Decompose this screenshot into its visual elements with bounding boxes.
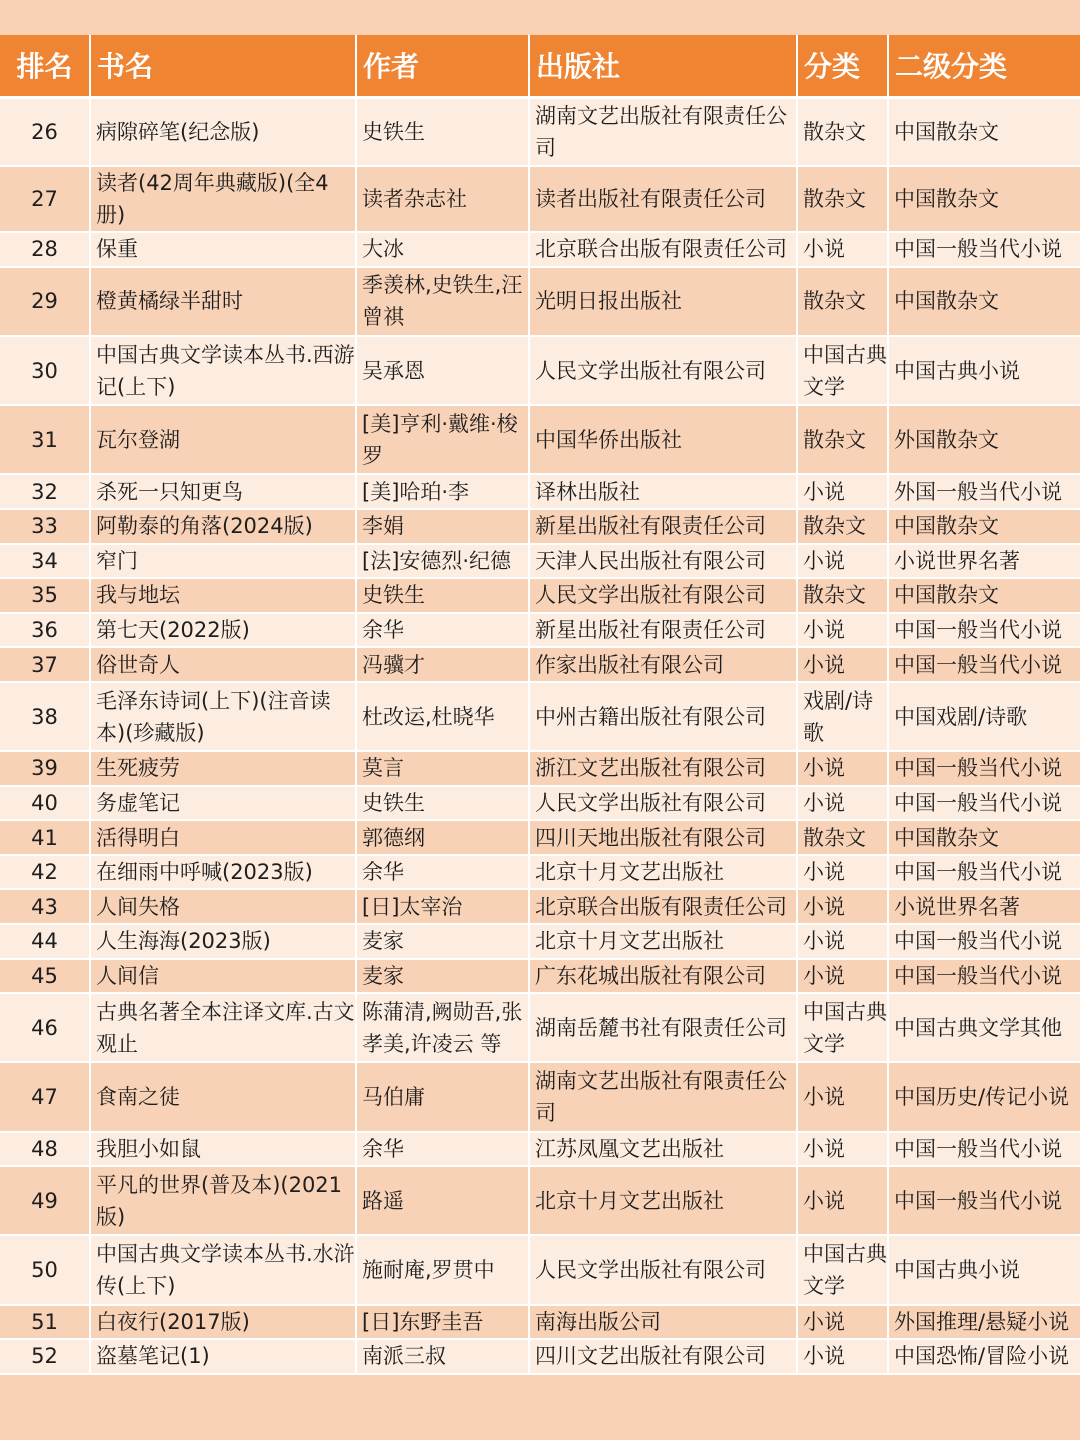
category-cell: 小说 — [797, 544, 888, 579]
table-row[interactable] — [0, 613, 1080, 648]
author-cell: 余华 — [356, 613, 529, 648]
publisher-cell: 北京十月文艺出版社 — [529, 924, 797, 959]
category-cell: 散杂文 — [797, 578, 888, 613]
table-row[interactable] — [0, 336, 1080, 405]
author-cell: [美]亨利·戴维·梭罗 — [356, 405, 529, 474]
category-cell: 散杂文 — [797, 267, 888, 336]
table-row[interactable] — [0, 1339, 1080, 1374]
category-cell: 小说 — [797, 474, 888, 509]
subcategory-cell: 中国一般当代小说 — [888, 924, 1080, 959]
title-cell: 生死疲劳 — [90, 751, 356, 786]
subcategory-cell: 中国散杂文 — [888, 578, 1080, 613]
title-cell: 第七天(2022版) — [90, 613, 356, 648]
publisher-cell: 译林出版社 — [529, 474, 797, 509]
rank-cell: 42 — [0, 855, 90, 890]
publisher-cell: 南海出版公司 — [529, 1305, 797, 1340]
subcategory-cell: 中国散杂文 — [888, 820, 1080, 855]
subcategory-cell: 中国散杂文 — [888, 509, 1080, 544]
category-cell: 小说 — [797, 1305, 888, 1340]
publisher-cell: 北京十月文艺出版社 — [529, 855, 797, 890]
title-cell: 人间信 — [90, 959, 356, 994]
publisher-cell: 中国华侨出版社 — [529, 405, 797, 474]
category-cell: 小说 — [797, 889, 888, 924]
rank-cell: 26 — [0, 97, 90, 166]
author-cell: 莫言 — [356, 751, 529, 786]
publisher-cell: 北京联合出版有限责任公司 — [529, 232, 797, 267]
table-row[interactable] — [0, 1166, 1080, 1235]
title-cell: 杀死一只知更鸟 — [90, 474, 356, 509]
subcategory-cell: 中国戏剧/诗歌 — [888, 682, 1080, 751]
rank-cell: 48 — [0, 1132, 90, 1167]
publisher-cell: 读者出版社有限责任公司 — [529, 166, 797, 232]
rank-cell: 37 — [0, 647, 90, 682]
table-row[interactable] — [0, 786, 1080, 821]
title-cell: 瓦尔登湖 — [90, 405, 356, 474]
table-row[interactable] — [0, 682, 1080, 751]
header-rank[interactable]: 排名 — [0, 35, 90, 97]
subcategory-cell: 小说世界名著 — [888, 544, 1080, 579]
header-subcategory[interactable]: 二级分类 — [888, 35, 1080, 97]
category-cell: 小说 — [797, 1166, 888, 1235]
subcategory-cell: 中国历史/传记小说 — [888, 1062, 1080, 1131]
subcategory-cell: 中国一般当代小说 — [888, 855, 1080, 890]
table-body — [0, 97, 1080, 1374]
header-publisher[interactable]: 出版社 — [529, 35, 797, 97]
publisher-cell: 人民文学出版社有限公司 — [529, 1235, 797, 1304]
author-cell: 大冰 — [356, 232, 529, 267]
publisher-cell: 新星出版社有限责任公司 — [529, 613, 797, 648]
subcategory-cell: 中国古典小说 — [888, 1235, 1080, 1304]
author-cell: [日]太宰治 — [356, 889, 529, 924]
publisher-cell: 广东花城出版社有限公司 — [529, 959, 797, 994]
author-cell: 施耐庵,罗贯中 — [356, 1235, 529, 1304]
author-cell: [美]哈珀·李 — [356, 474, 529, 509]
subcategory-cell: 中国散杂文 — [888, 97, 1080, 166]
author-cell: 路遥 — [356, 1166, 529, 1235]
publisher-cell: 天津人民出版社有限公司 — [529, 544, 797, 579]
publisher-cell: 湖南岳麓书社有限责任公司 — [529, 993, 797, 1062]
author-cell: [法]安德烈·纪德 — [356, 544, 529, 579]
rank-cell: 44 — [0, 924, 90, 959]
author-cell: 季羡林,史铁生,汪曾祺 — [356, 267, 529, 336]
rank-cell: 27 — [0, 166, 90, 232]
title-cell: 保重 — [90, 232, 356, 267]
header-row — [0, 35, 1080, 97]
author-cell: 南派三叔 — [356, 1339, 529, 1374]
category-cell: 散杂文 — [797, 405, 888, 474]
category-cell: 散杂文 — [797, 820, 888, 855]
subcategory-cell: 外国一般当代小说 — [888, 474, 1080, 509]
table-row[interactable] — [0, 924, 1080, 959]
category-cell: 小说 — [797, 924, 888, 959]
publisher-cell: 人民文学出版社有限公司 — [529, 578, 797, 613]
subcategory-cell: 中国一般当代小说 — [888, 1132, 1080, 1167]
category-cell: 小说 — [797, 855, 888, 890]
category-cell: 小说 — [797, 1132, 888, 1167]
title-cell: 我胆小如鼠 — [90, 1132, 356, 1167]
rank-cell: 39 — [0, 751, 90, 786]
table-row[interactable] — [0, 578, 1080, 613]
rank-cell: 40 — [0, 786, 90, 821]
author-cell: [日]东野圭吾 — [356, 1305, 529, 1340]
rank-cell: 52 — [0, 1339, 90, 1374]
category-cell: 小说 — [797, 647, 888, 682]
rank-cell: 35 — [0, 578, 90, 613]
table-row[interactable] — [0, 993, 1080, 1062]
title-cell: 白夜行(2017版) — [90, 1305, 356, 1340]
category-cell: 中国古典文学 — [797, 336, 888, 405]
category-cell: 中国古典文学 — [797, 1235, 888, 1304]
category-cell: 小说 — [797, 1339, 888, 1374]
subcategory-cell: 中国一般当代小说 — [888, 751, 1080, 786]
rank-cell: 51 — [0, 1305, 90, 1340]
table-row[interactable] — [0, 751, 1080, 786]
subcategory-cell: 中国恐怖/冒险小说 — [888, 1339, 1080, 1374]
title-cell: 我与地坛 — [90, 578, 356, 613]
subcategory-cell: 中国散杂文 — [888, 267, 1080, 336]
title-cell: 读者(42周年典藏版)(全4册) — [90, 166, 356, 232]
table-row[interactable] — [0, 959, 1080, 994]
rank-cell: 36 — [0, 613, 90, 648]
table-row[interactable] — [0, 1235, 1080, 1304]
table-row[interactable] — [0, 544, 1080, 579]
table-row[interactable] — [0, 267, 1080, 336]
table-row[interactable] — [0, 855, 1080, 890]
author-cell: 冯骥才 — [356, 647, 529, 682]
table-row[interactable] — [0, 647, 1080, 682]
author-cell: 史铁生 — [356, 578, 529, 613]
publisher-cell: 浙江文艺出版社有限公司 — [529, 751, 797, 786]
subcategory-cell: 中国一般当代小说 — [888, 613, 1080, 648]
table-row[interactable] — [0, 1305, 1080, 1340]
rank-cell: 43 — [0, 889, 90, 924]
header-author[interactable]: 作者 — [356, 35, 529, 97]
category-cell: 小说 — [797, 959, 888, 994]
title-cell: 人生海海(2023版) — [90, 924, 356, 959]
publisher-cell: 湖南文艺出版社有限责任公司 — [529, 1062, 797, 1131]
subcategory-cell: 中国一般当代小说 — [888, 1166, 1080, 1235]
publisher-cell: 北京联合出版有限责任公司 — [529, 889, 797, 924]
category-cell: 散杂文 — [797, 97, 888, 166]
rank-cell: 50 — [0, 1235, 90, 1304]
rank-cell: 28 — [0, 232, 90, 267]
publisher-cell: 人民文学出版社有限公司 — [529, 786, 797, 821]
subcategory-cell: 中国一般当代小说 — [888, 786, 1080, 821]
title-cell: 中国古典文学读本丛书.水浒传(上下) — [90, 1235, 356, 1304]
author-cell: 郭德纲 — [356, 820, 529, 855]
rank-cell: 49 — [0, 1166, 90, 1235]
author-cell: 陈蒲清,阙勋吾,张孝美,许凌云 等 — [356, 993, 529, 1062]
rank-cell: 33 — [0, 509, 90, 544]
category-cell: 小说 — [797, 1062, 888, 1131]
table-row[interactable] — [0, 1132, 1080, 1167]
rank-cell: 29 — [0, 267, 90, 336]
category-cell: 散杂文 — [797, 509, 888, 544]
subcategory-cell: 中国一般当代小说 — [888, 232, 1080, 267]
author-cell: 杜改运,杜晓华 — [356, 682, 529, 751]
title-cell: 毛泽东诗词(上下)(注音读本)(珍藏版) — [90, 682, 356, 751]
book-ranking-table-container — [0, 35, 1080, 1375]
title-cell: 务虚笔记 — [90, 786, 356, 821]
category-cell: 小说 — [797, 232, 888, 267]
rank-cell: 30 — [0, 336, 90, 405]
header-title[interactable]: 书名 — [90, 35, 356, 97]
category-cell: 散杂文 — [797, 166, 888, 232]
category-cell: 小说 — [797, 751, 888, 786]
publisher-cell: 作家出版社有限公司 — [529, 647, 797, 682]
title-cell: 古典名著全本注译文库.古文观止 — [90, 993, 356, 1062]
rank-cell: 31 — [0, 405, 90, 474]
title-cell: 盗墓笔记(1) — [90, 1339, 356, 1374]
author-cell: 麦家 — [356, 924, 529, 959]
publisher-cell: 四川天地出版社有限公司 — [529, 820, 797, 855]
category-cell: 戏剧/诗歌 — [797, 682, 888, 751]
rank-cell: 41 — [0, 820, 90, 855]
title-cell: 窄门 — [90, 544, 356, 579]
table-row[interactable] — [0, 889, 1080, 924]
subcategory-cell: 中国散杂文 — [888, 166, 1080, 232]
table-row[interactable] — [0, 1062, 1080, 1131]
rank-cell: 38 — [0, 682, 90, 751]
publisher-cell: 四川文艺出版社有限公司 — [529, 1339, 797, 1374]
publisher-cell: 人民文学出版社有限公司 — [529, 336, 797, 405]
rank-cell: 32 — [0, 474, 90, 509]
author-cell: 马伯庸 — [356, 1062, 529, 1131]
rank-cell: 47 — [0, 1062, 90, 1131]
subcategory-cell: 小说世界名著 — [888, 889, 1080, 924]
author-cell: 李娟 — [356, 509, 529, 544]
title-cell: 食南之徒 — [90, 1062, 356, 1131]
table-row[interactable] — [0, 405, 1080, 474]
author-cell: 吴承恩 — [356, 336, 529, 405]
title-cell: 在细雨中呼喊(2023版) — [90, 855, 356, 890]
title-cell: 阿勒泰的角落(2024版) — [90, 509, 356, 544]
author-cell: 麦家 — [356, 959, 529, 994]
table-row[interactable] — [0, 232, 1080, 267]
category-cell: 中国古典文学 — [797, 993, 888, 1062]
author-cell: 余华 — [356, 855, 529, 890]
table-row[interactable] — [0, 474, 1080, 509]
subcategory-cell: 中国古典文学其他 — [888, 993, 1080, 1062]
title-cell: 橙黄橘绿半甜时 — [90, 267, 356, 336]
title-cell: 俗世奇人 — [90, 647, 356, 682]
subcategory-cell: 外国推理/悬疑小说 — [888, 1305, 1080, 1340]
publisher-cell: 江苏凤凰文艺出版社 — [529, 1132, 797, 1167]
category-cell: 小说 — [797, 786, 888, 821]
title-cell: 活得明白 — [90, 820, 356, 855]
publisher-cell: 湖南文艺出版社有限责任公司 — [529, 97, 797, 166]
header-category[interactable]: 分类 — [797, 35, 888, 97]
publisher-cell: 北京十月文艺出版社 — [529, 1166, 797, 1235]
subcategory-cell: 中国古典小说 — [888, 336, 1080, 405]
rank-cell: 34 — [0, 544, 90, 579]
table-row[interactable] — [0, 166, 1080, 232]
subcategory-cell: 中国一般当代小说 — [888, 959, 1080, 994]
table-header — [0, 35, 1080, 97]
author-cell: 史铁生 — [356, 97, 529, 166]
subcategory-cell: 外国散杂文 — [888, 405, 1080, 474]
rank-cell: 45 — [0, 959, 90, 994]
title-cell: 中国古典文学读本丛书.西游记(上下) — [90, 336, 356, 405]
author-cell: 余华 — [356, 1132, 529, 1167]
table-row[interactable] — [0, 509, 1080, 544]
author-cell: 史铁生 — [356, 786, 529, 821]
book-ranking-table — [0, 35, 1080, 1375]
table-row[interactable] — [0, 97, 1080, 166]
category-cell: 小说 — [797, 613, 888, 648]
rank-cell: 46 — [0, 993, 90, 1062]
title-cell: 平凡的世界(普及本)(2021版) — [90, 1166, 356, 1235]
subcategory-cell: 中国一般当代小说 — [888, 647, 1080, 682]
title-cell: 人间失格 — [90, 889, 356, 924]
publisher-cell: 中州古籍出版社有限公司 — [529, 682, 797, 751]
publisher-cell: 新星出版社有限责任公司 — [529, 509, 797, 544]
table-row[interactable] — [0, 820, 1080, 855]
title-cell: 病隙碎笔(纪念版) — [90, 97, 356, 166]
author-cell: 读者杂志社 — [356, 166, 529, 232]
publisher-cell: 光明日报出版社 — [529, 267, 797, 336]
